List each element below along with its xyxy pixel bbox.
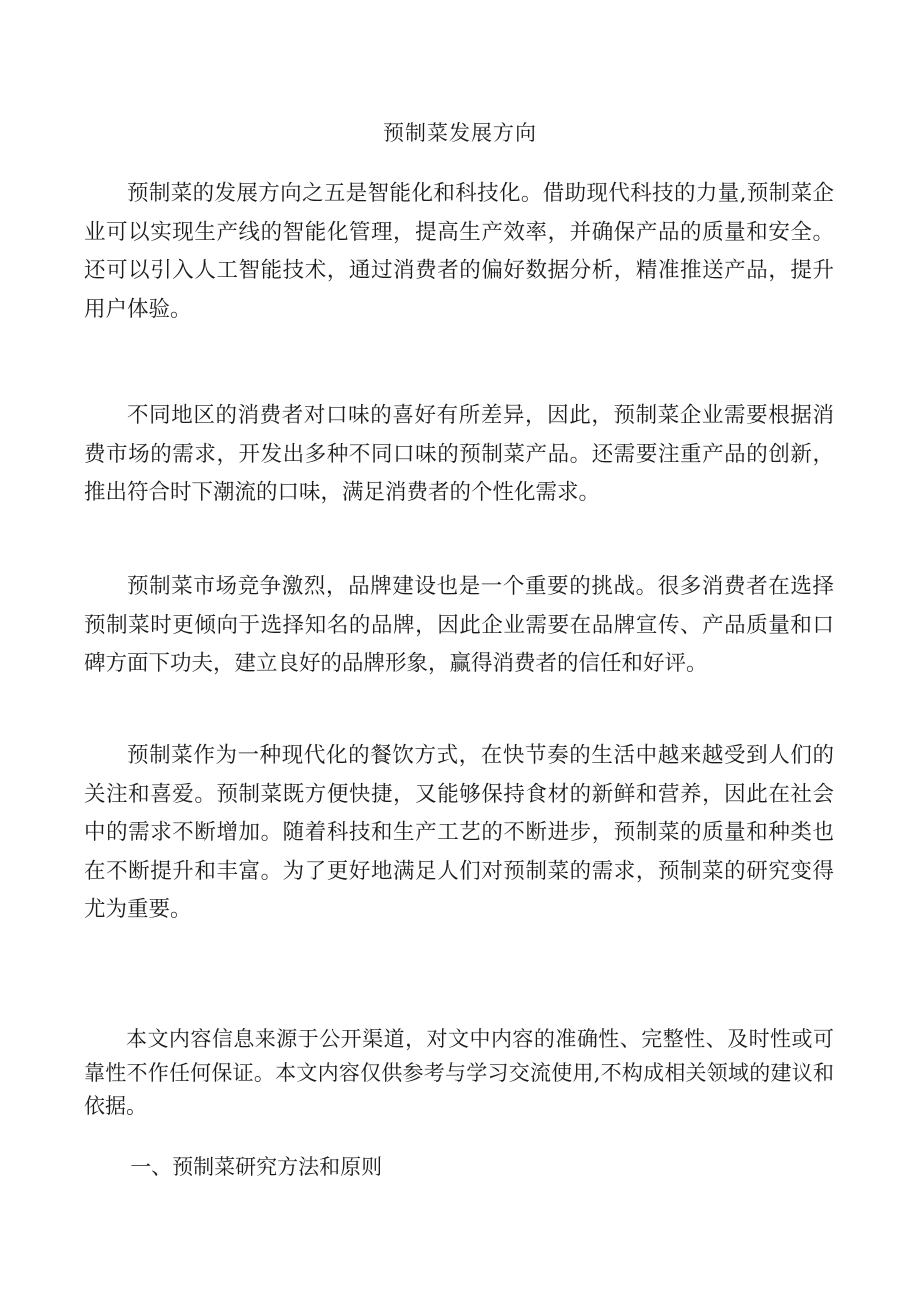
document-title: 预制菜发展方向 (383, 121, 537, 145)
body-paragraph: 预制菜市场竞争激烈，品牌建设也是一个重要的挑战。很多消费者在选择预制菜时更倾向于选择知名的品牌，因此企业需要在品牌宣传、产品质量和口碑方面下功夫，建立良好的品牌形象，赢得消费者的信任和好评。 (84, 574, 834, 676)
disclaimer-paragraph: 本文内容信息来源于公开渠道，对文中内容的准确性、完整性、及时性或可靠性不作任何保证。本文内容仅供参考与学习交流使用,不构成相关领域的建议和依据。 (84, 1027, 834, 1118)
body-paragraph: 预制菜作为一种现代化的餐饮方式，在快节奏的生活中越来越受到人们的关注和喜爱。预制菜既方便快捷，又能够保持食材的新鲜和营养，因此在社会中的需求不断增加。随着科技和生产工艺的不断进步，预制菜的质量和种类也在不断提升和丰富。为了更好地满足人们对预制菜的需求，预制菜的研究变得尤为重要。 (84, 743, 834, 922)
body-paragraph: 不同地区的消费者对口味的喜好有所差异，因此，预制菜企业需要根据消费市场的需求，开发出多种不同口味的预制菜产品。还需要注重产品的创新，推出符合时下潮流的口味，满足消费者的个性化需求。 (84, 403, 834, 505)
body-paragraph: 预制菜的发展方向之五是智能化和科技化。借助现代科技的力量,预制菜企业可以实现生产线的智能化管理，提高生产效率，并确保产品的质量和安全。还可以引入人工智能技术，通过消费者的偏好数据分析，精准推送产品，提升用户体验。 (84, 181, 834, 322)
section-heading: 一、预制菜研究方法和原则 (130, 1155, 383, 1179)
